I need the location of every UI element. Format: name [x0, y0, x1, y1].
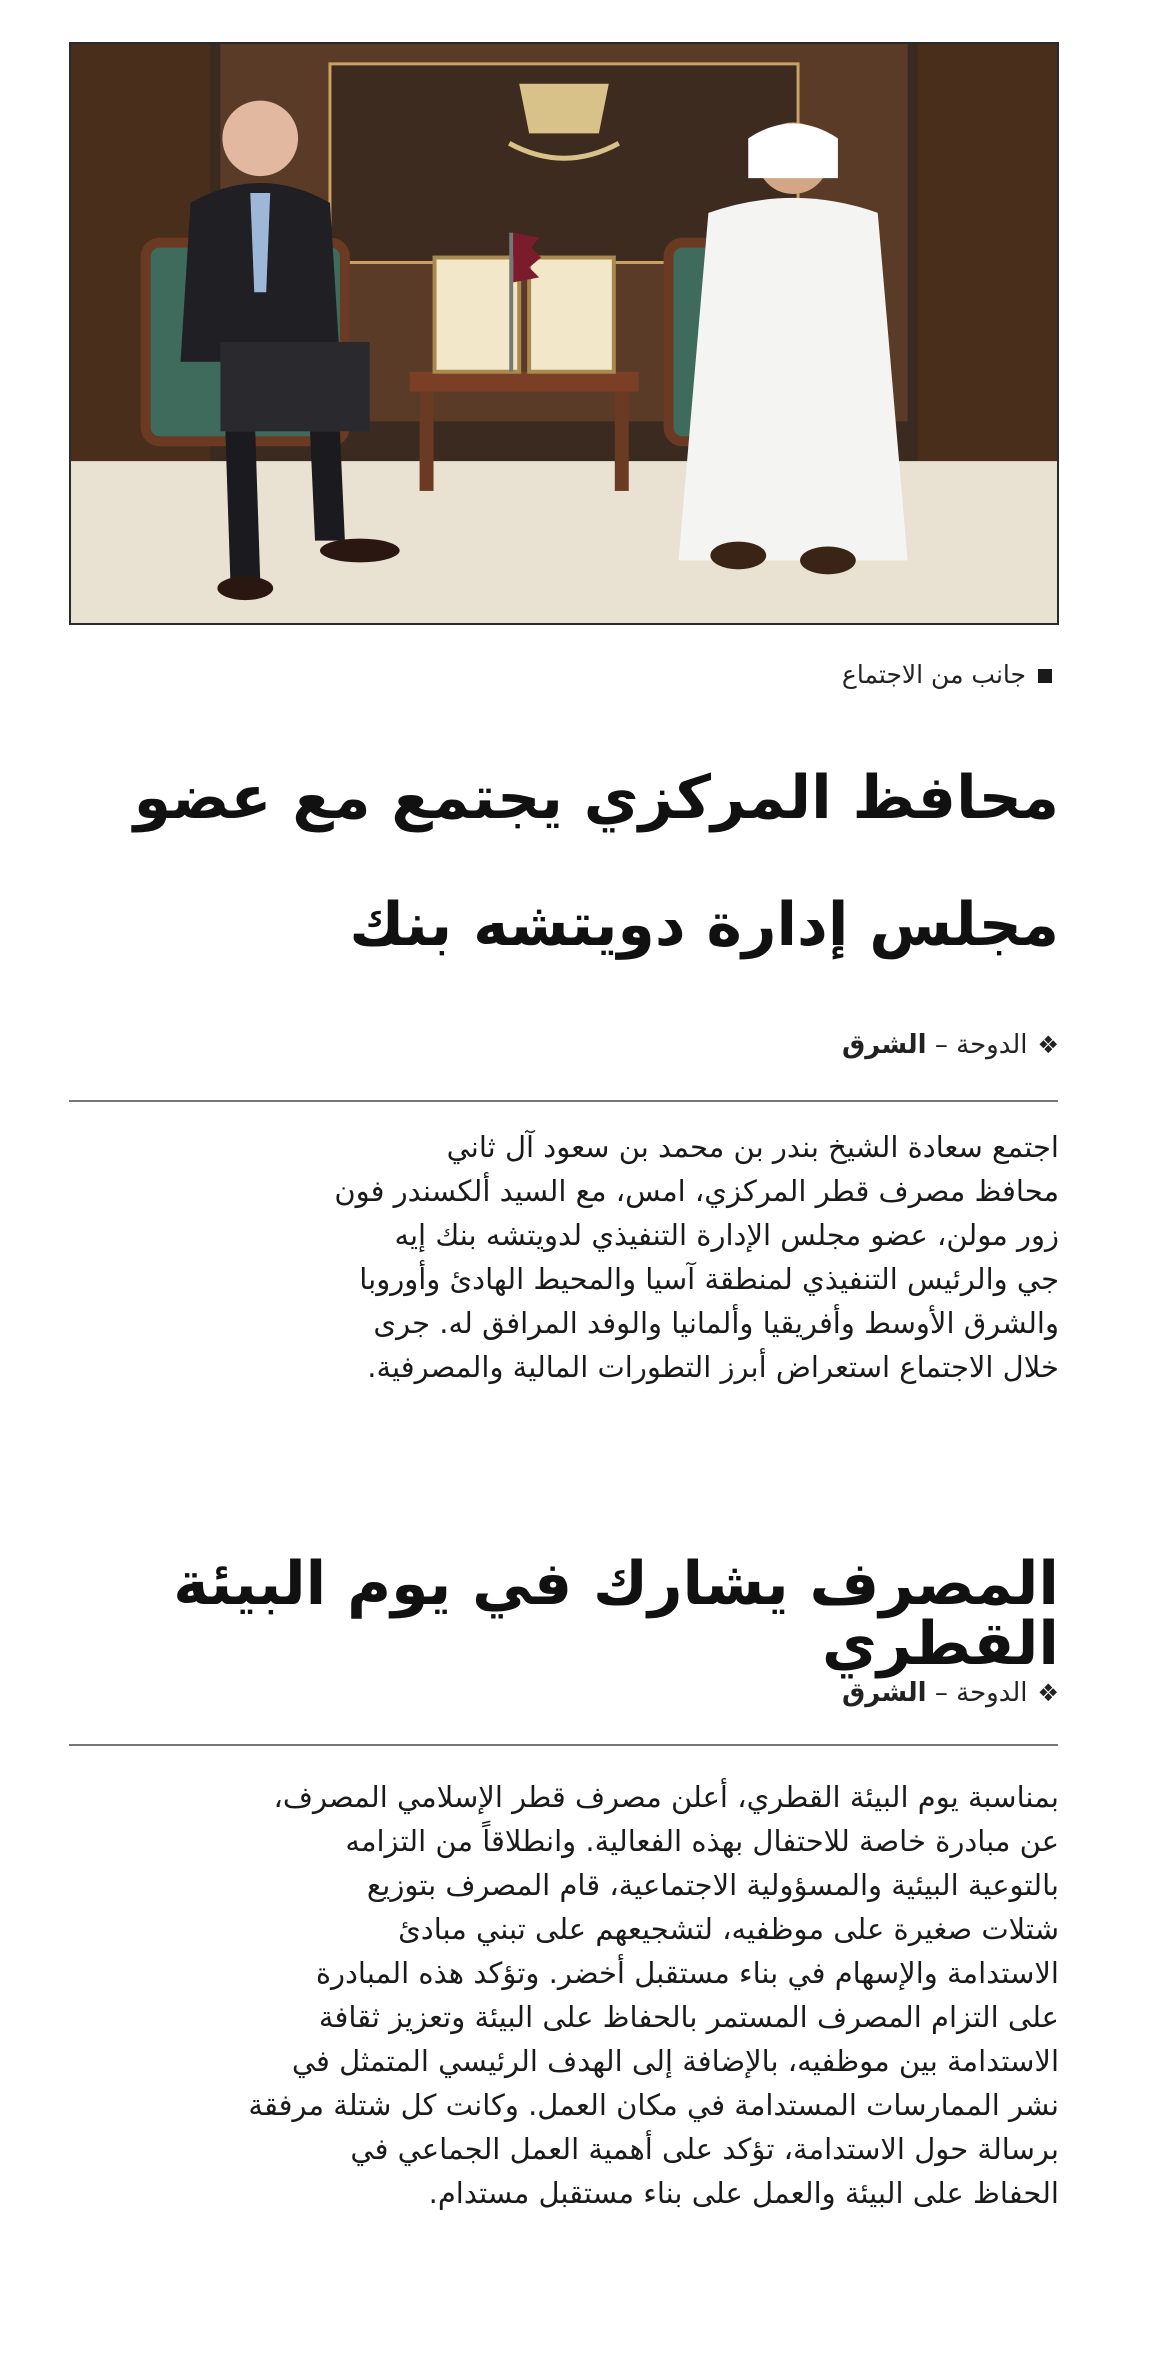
- dateline-1: [559, 1030, 1059, 1060]
- body-line: الاستدامة والإسهام في بناء مستقبل أخضر. وتؤكد هذه المبادرة: [315, 1956, 1059, 1990]
- body-line: عن مبادرة خاصة للاحتفال بهذه الفعالية. وانطلاقاً من التزامه: [345, 1824, 1059, 1858]
- body-line: شتلات صغيرة على موظفيه، لتشجيعهم على تبني مبادئ: [398, 1912, 1059, 1946]
- headline-2: المصرف يشارك في يوم البيئة القطري: [173, 1549, 1059, 1679]
- dateline-1-org: الشرق: [842, 1030, 927, 1060]
- photo-caption: [452, 658, 1052, 692]
- body-line: نشر الممارسات المستدامة في مكان العمل. وكانت كل شتلة مرفقة: [248, 2088, 1059, 2122]
- article-2-body: [69, 1775, 1059, 2215]
- body-line: على التزام المصرف المستمر بالحفاظ على البيئة وتعزيز ثقافة: [318, 2000, 1059, 2034]
- headline-1-line-1: محافظ المركزي يجتمع مع عضو: [133, 763, 1059, 833]
- divider-1: [69, 1100, 1058, 1102]
- article-1-body: [69, 1125, 1059, 1389]
- body-line: بالتوعية البيئية والمسؤولية الاجتماعية، قام المصرف بتوزيع: [366, 1868, 1059, 1902]
- body-line: والشرق الأوسط وأفريقيا وألمانيا والوفد المرافق له. جرى: [373, 1306, 1059, 1340]
- meeting-photo-illustration: [71, 44, 1057, 623]
- body-line: الحفاظ على البيئة والعمل على بناء مستقبل مستدام.: [428, 2176, 1059, 2210]
- body-line: بمناسبة يوم البيئة القطري، أعلن مصرف قطر الإسلامي المصرف،: [273, 1780, 1059, 1814]
- body-line: اجتمع سعادة الشيخ بندر بن محمد بن سعود آل ثاني: [446, 1130, 1059, 1164]
- caption-text: جانب من الاجتماع: [841, 660, 1026, 689]
- caption-square-icon: [1038, 669, 1052, 683]
- body-line: خلال الاجتماع استعراض أبرز التطورات المالية والمصرفية.: [367, 1350, 1059, 1384]
- body-line: برسالة حول الاستدامة، تؤكد على أهمية العمل الجماعي في: [350, 2132, 1059, 2166]
- headline-1-line-2: مجلس إدارة دويتشه بنك: [349, 890, 1059, 960]
- divider-2: [69, 1744, 1058, 1746]
- dateline-1-city: الدوحة –: [934, 1030, 1028, 1060]
- dateline-2: [559, 1678, 1059, 1708]
- dateline-2-city: الدوحة –: [934, 1678, 1028, 1708]
- body-line: زور مولن، عضو مجلس الإدارة التنفيذي لدويتشه بنك إيه: [394, 1218, 1059, 1252]
- diamond-icon: ❖: [1037, 1031, 1059, 1059]
- body-line: الاستدامة بين موظفيه، بالإضافة إلى الهدف الرئيسي المتمثل في: [291, 2044, 1059, 2078]
- body-line: جي والرئيس التنفيذي لمنطقة آسيا والمحيط الهادئ وأوروبا: [359, 1262, 1059, 1296]
- diamond-icon: ❖: [1037, 1679, 1059, 1707]
- meeting-photo: [69, 42, 1059, 625]
- body-line: محافظ مصرف قطر المركزي، امس، مع السيد ألكسندر فون: [334, 1174, 1059, 1208]
- dateline-2-org: الشرق: [842, 1678, 927, 1708]
